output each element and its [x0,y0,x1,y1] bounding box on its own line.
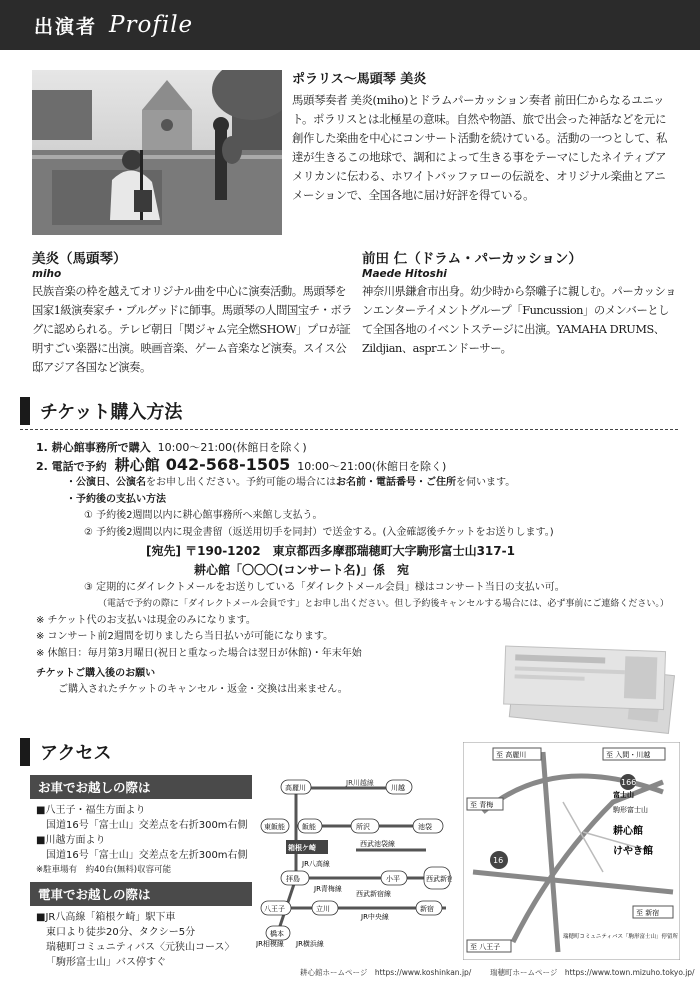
car1-a: ■八王子・福生方面より [36,805,146,816]
rail-jr-kawagoe: JR川越線 [346,779,374,787]
rail-jr-hachiko: JR八高線 [302,860,330,868]
map-bus: 瑞穂町コミュニティバス「駒形富士山」停留所 [563,934,678,940]
rail-kawagoe: 川越 [391,784,405,792]
ticket-venue: 耕心館 [114,455,160,474]
car2-a: ■川越方面より [36,835,106,846]
rail-hanno: 飯能 [302,823,316,831]
miho-name: 美炎（馬頭琴） [32,251,127,267]
rail-ome: JR青梅線 [314,885,342,893]
map-keyaki: けやき館 [613,846,653,857]
rail-kodaira: 小平 [386,875,400,883]
ticket-section-heading [20,396,182,426]
map-ome: 至 青梅 [470,801,494,809]
rail-chuo: JR中央線 [361,913,389,921]
rail-shinjuku: 新宿 [420,905,434,913]
ticket-heading: チケット購入方法 [40,402,183,423]
access-directions [30,775,252,974]
polaris-body: 馬頭琴奏者 美炎(miho)とドラムパーカッション奏者 前田仁からなるユニット。ポラリスとは北極星の意味。自然や物語、旅で出会った神話などを元に創作した楽曲を中心にコンサート活動を続けている。活動の一つとして、私達が生きるこの地球で、調和によって生きる事をテーマにしたネイティブアメリカンに伝わる、ホワイトバッファローの伝説を、オリジナル楽曲とアニメーションで、全国各地に届け好評を得ている。 [292,93,668,202]
map-r16: 16 [493,856,504,865]
ticket-req-body: ご購入されたチケットのキャンセル・返金・交換は出来ません。 [58,684,348,696]
header-title-en: Profile [109,12,194,38]
rail-higashihanno: 東飯能 [264,823,285,831]
miho-romaji: miho [32,268,62,280]
access-heading: アクセス [40,743,112,764]
map-fujiyama: 富士山 [613,791,634,799]
ticket-l2-hours: 10:00～21:00(休館日を除く) [297,459,447,473]
miho-bio [32,247,354,377]
ticket-l1-label: 1. 耕心館事務所で購入 [36,441,151,454]
train-1: ■JR八高線「箱根ケ崎」駅下車 [36,912,176,923]
ticket-phone[interactable]: 042-568-1505 [165,454,291,474]
rail-hakonegasaki: 箱根ケ崎 [288,844,316,852]
ticket-b1d: を伺います。 [456,477,516,489]
heading-bar [20,397,30,425]
rail-seibu-ikebukuro: 西武池袋線 [360,840,395,848]
rail-yokohama: JR横浜線 [296,940,324,948]
ticket-p3: ③ 定期的にダイレクトメールをお送りしている「ダイレクトメール会員」様はコンサート当日の支払い可。 [84,581,565,593]
rail-tachikawa: 立川 [316,905,330,913]
heading-rule [20,429,678,430]
parking-note: ※駐車場有 約40台(無料)収容可能 [36,865,172,875]
header-bar [0,0,700,50]
map-ome-road: 至 高麗川 [496,751,527,759]
map-hachioji: 至 八王子 [470,943,501,951]
ticket-n2: ※ コンサート前2週間を切りましたら当日払いが可能になります。 [36,631,334,643]
ticket-b1c: お名前・電話番号・ご住所 [336,477,456,489]
ticket-req-title: チケットご購入後のお願い [36,667,156,679]
maeda-bio [362,247,678,358]
map-r166: 166 [621,778,637,787]
car1-b: 国道16号「富士山」交差点を右折300m右側 [46,820,248,831]
heading-bar [20,738,30,766]
train-3: 瑞穂町コミュニティバス〈元狭山コース〉 [46,942,235,953]
ticket-l2-label: 2. 電話で予約 [36,459,107,473]
rail-hachioji: 八王子 [264,905,285,913]
ticket-addr2: 耕心館「〇〇〇(コンサート名)」係 宛 [194,562,409,577]
ticket-illustration [500,645,680,745]
area-map [463,742,680,960]
train-2: 東口より徒歩20分、タクシー5分 [46,927,196,938]
maeda-body: 神奈川県鎌倉市出身。幼少時から祭囃子に親しむ。パーカッションエンターテイメントグループ「Funcussion」のメンバーとして全国各地のイベントステージに出演。YAMAHA DRUMS、Zildjian、asprエンドーサー。 [362,285,676,355]
rail-sagami: JR相模線 [256,940,284,948]
train-heading: 電車でお越しの際は [30,882,252,906]
ticket-p3-note: （電話で予約の際に「ダイレクトメール会員です」とお申し出ください。但し予約後キャンセルする場合には、必ず事前にご連絡ください。） [98,599,669,610]
polaris-title: ポラリス〜馬頭琴 美炎 [292,72,427,87]
rail-komagawa: 高麗川 [285,784,306,792]
maeda-name: 前田 仁（ドラム・パーカッション） [362,251,582,267]
miho-body: 民族音楽の枠を越えてオリジナル曲を中心に演奏活動。馬頭琴を国家1級演奏家チ・ブルグッドに師事。馬頭琴の人間国宝チ・ボラグに認められる。テレビ朝日「関ジャム完全燃SHOW」プロが証明すごい楽器に出演。映画音楽、ゲーム音楽など演奏。スイス公邸アジア各国など演奏。 [32,285,353,374]
car-heading: お車でお越しの際は [30,775,252,799]
rail-map [256,778,452,950]
rail-hashimoto: 橋本 [270,930,284,938]
ticket-p1: ① 予約後2週間以内に耕心館事務所へ来館し支払う。 [84,510,323,522]
footer-koshinkan[interactable]: 耕心館ホームページ https://www.koshinkan.jp/ [300,968,472,977]
footer-mizuho[interactable]: 瑞穂町ホームページ https://www.town.mizuho.tokyo.jp/ [490,968,695,977]
ticket-n1: ※ チケット代のお支払いは現金のみになります。 [36,614,256,626]
map-shinjuku: 至 新宿 [636,909,660,917]
ticket-l1-hours: 10:00～21:00(休館日を除く) [157,441,307,454]
rail-seibu-shinjuku-st: 西武新宿 [426,875,452,883]
rail-seibu-shinjuku: 西武新宿線 [356,890,391,898]
ticket-b1a: ・公演日、公演名 [66,477,146,489]
train-4: 「駒形富士山」バス停すぐ [46,957,166,968]
rail-ikebukuro: 池袋 [418,823,432,831]
performer-photo [32,70,282,235]
ticket-n3: ※ 休館日：毎月第3月曜日(祝日と重なった場合は翌日が休館)・年末年始 [36,647,362,659]
polaris-bio [292,68,672,205]
rail-haijima: 拝島 [286,875,300,883]
maeda-romaji: Maede Hitoshi [362,268,447,280]
ticket-p2: ② 予約後2週間以内に現金書留（返送用切手を同封）で送金する。(入金確認後チケットをお送りします。) [84,526,554,538]
ticket-b2: ・予約後の支払い方法 [66,493,166,505]
header-title-jp: 出演者 [34,15,98,38]
map-iruma: 至 入間・川越 [606,751,651,759]
map-koshinkan: 耕心館 [613,826,643,837]
ticket-b1b: をお申し出ください。予約可能の場合には [146,477,336,489]
ticket-addr1: [宛先] 〒190-1202 東京都西多摩郡瑞穂町大字駒形富士山317-1 [146,543,515,558]
access-section-heading [20,737,111,767]
map-komagata: 駒形富士山 [613,806,648,814]
rail-tokorozawa: 所沢 [356,823,370,831]
car2-b: 国道16号「富士山」交差点を左折300m右側 [46,850,248,861]
